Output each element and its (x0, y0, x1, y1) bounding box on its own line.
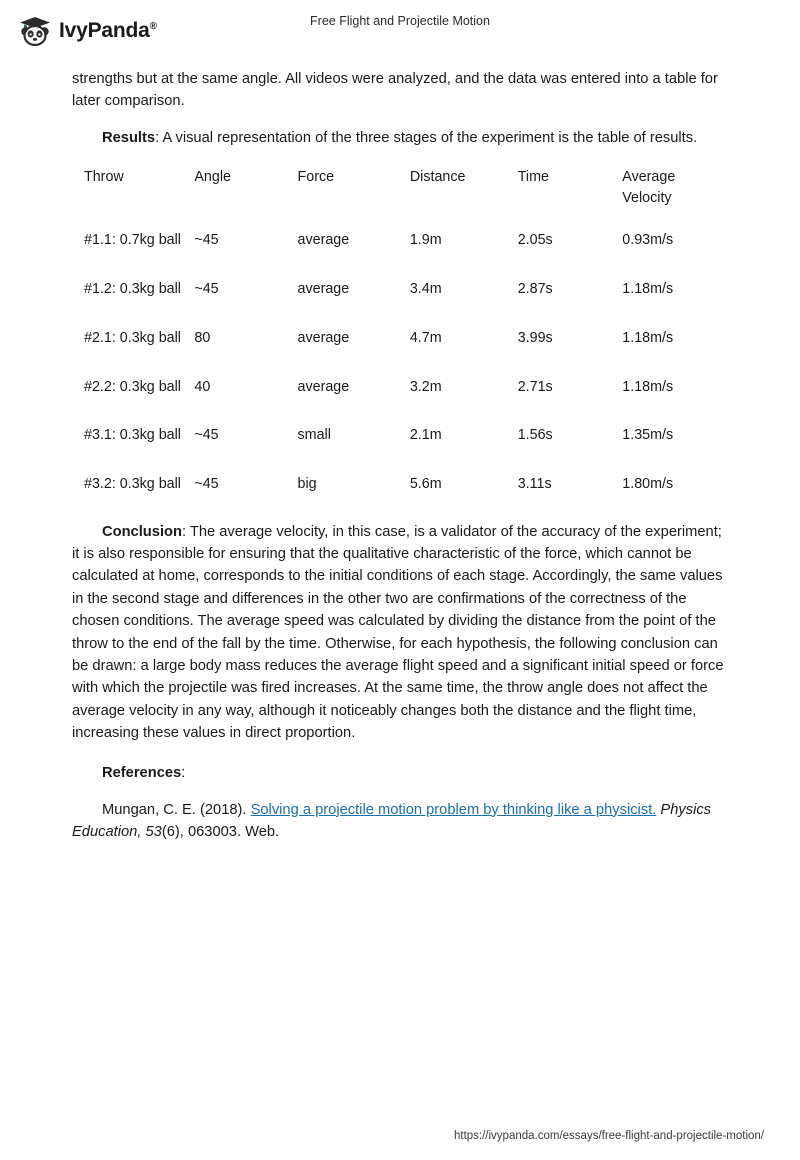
conclusion-paragraph (72, 521, 728, 744)
table-body (84, 230, 729, 504)
column-header-force: Force (297, 169, 335, 186)
results-text: : A visual representation of the three stages of the experiment is the table of results. (155, 129, 698, 146)
conclusion-label: Conclusion (102, 523, 182, 540)
column-header-time: Time (517, 169, 549, 186)
conclusion-text: : The average velocity, in this case, is a validator of the accuracy of the experiment; it is also responsible for ensuring that the qualitative characteristic of the force, which cannot be calculated at home, corresponds to the initial conditions of each stage. Accordingly, the same values in the second stage and differences in the other two are confirmations of the correctness of the chosen conditions. The average speed was calculated by dividing the distance from the point of the throw to the end of the fall by the time. Otherwise, for each hypothesis, the following conclusion can be drawn: a large body mass reduces the average flight speed and a significant initial speed or force with which the projectile was fired increases. At the same time, the throw angle does not affect the average velocity in any way, although it noticeably changes both the distance and the flight time, increasing these values in direct proportion. (72, 523, 724, 741)
column-header-average-velocity: Average Velocity (622, 169, 676, 206)
page-footer (0, 1130, 800, 1142)
cell-average-velocity: 1.35m/s (622, 427, 674, 444)
cell-throw: #3.1: 0.3kg ball (84, 427, 181, 444)
cell-average-velocity: 0.93m/s (622, 232, 674, 249)
cell-force: average (297, 281, 350, 298)
results-table (84, 167, 729, 505)
cell-force: average (297, 329, 350, 346)
cell-average-velocity: 1.18m/s (622, 281, 674, 298)
cell-time: 3.99s (517, 329, 553, 346)
reference-journal: Physics Education, 53 (72, 801, 712, 840)
cell-angle: ~45 (194, 427, 219, 444)
cell-throw: #1.1: 0.7kg ball (84, 232, 181, 249)
cell-angle: 80 (194, 329, 211, 346)
cell-distance: 1.9m (409, 232, 442, 249)
cell-time: 1.56s (517, 427, 553, 444)
column-header-distance: Distance (409, 169, 466, 186)
cell-angle: 40 (194, 378, 211, 395)
table-header (84, 167, 729, 230)
cell-distance: 4.7m (409, 329, 442, 346)
cell-time: 2.71s (517, 378, 553, 395)
cell-throw: #2.1: 0.3kg ball (84, 329, 181, 346)
column-header-throw: Throw (84, 169, 124, 186)
references-section (72, 762, 728, 843)
table-row (84, 279, 729, 328)
table-row (84, 328, 729, 377)
reference-entry (72, 799, 728, 844)
references-heading-label: References (102, 765, 182, 782)
cell-throw: #1.2: 0.3kg ball (84, 281, 181, 298)
reference-article-link[interactable]: Solving a projectile motion problem by thinking like a physicist. (250, 801, 657, 818)
table-row (84, 474, 729, 505)
cell-angle: ~45 (194, 281, 219, 298)
document-content (72, 68, 728, 857)
cell-average-velocity: 1.80m/s (622, 476, 674, 493)
page-header (0, 0, 800, 60)
table-row (84, 377, 729, 426)
cell-distance: 2.1m (409, 427, 442, 444)
references-heading (72, 762, 728, 784)
table-row (84, 425, 729, 474)
reference-author: Mungan, C. E. (2018). (102, 801, 251, 818)
cell-throw: #3.2: 0.3kg ball (84, 476, 181, 493)
footer-source-url[interactable]: https://ivypanda.com/essays/free-flight-and-projectile-motion/ (453, 1130, 764, 1142)
results-label: Results (102, 129, 156, 146)
cell-throw: #2.2: 0.3kg ball (84, 378, 181, 395)
table-header-row (84, 167, 729, 230)
cell-time: 3.11s (517, 476, 552, 493)
cell-time: 2.05s (517, 232, 553, 249)
cell-angle: ~45 (194, 476, 219, 493)
cell-angle: ~45 (194, 232, 219, 249)
cell-force: small (297, 427, 331, 444)
column-header-angle: Angle (194, 169, 231, 186)
cell-distance: 3.2m (409, 378, 442, 395)
results-paragraph (72, 127, 728, 149)
table-row (84, 230, 729, 279)
reference-tail: (6), 063003. Web. (161, 823, 280, 840)
brand-name: IvyPanda® (59, 19, 157, 42)
paragraph-continuation: strengths but at the same angle. All videos were analyzed, and the data was entered into a table for later comparison. (72, 71, 718, 110)
cell-average-velocity: 1.18m/s (622, 329, 674, 346)
registered-mark: ® (149, 21, 157, 32)
cell-force: average (297, 378, 350, 395)
cell-force: big (297, 476, 317, 493)
cell-time: 2.87s (517, 281, 553, 298)
cell-force: average (297, 232, 350, 249)
cell-distance: 3.4m (409, 281, 442, 298)
cell-average-velocity: 1.18m/s (622, 378, 674, 395)
cell-distance: 5.6m (409, 476, 442, 493)
document-title: Free Flight and Projectile Motion (310, 14, 490, 28)
references-heading-colon: : (181, 765, 186, 782)
